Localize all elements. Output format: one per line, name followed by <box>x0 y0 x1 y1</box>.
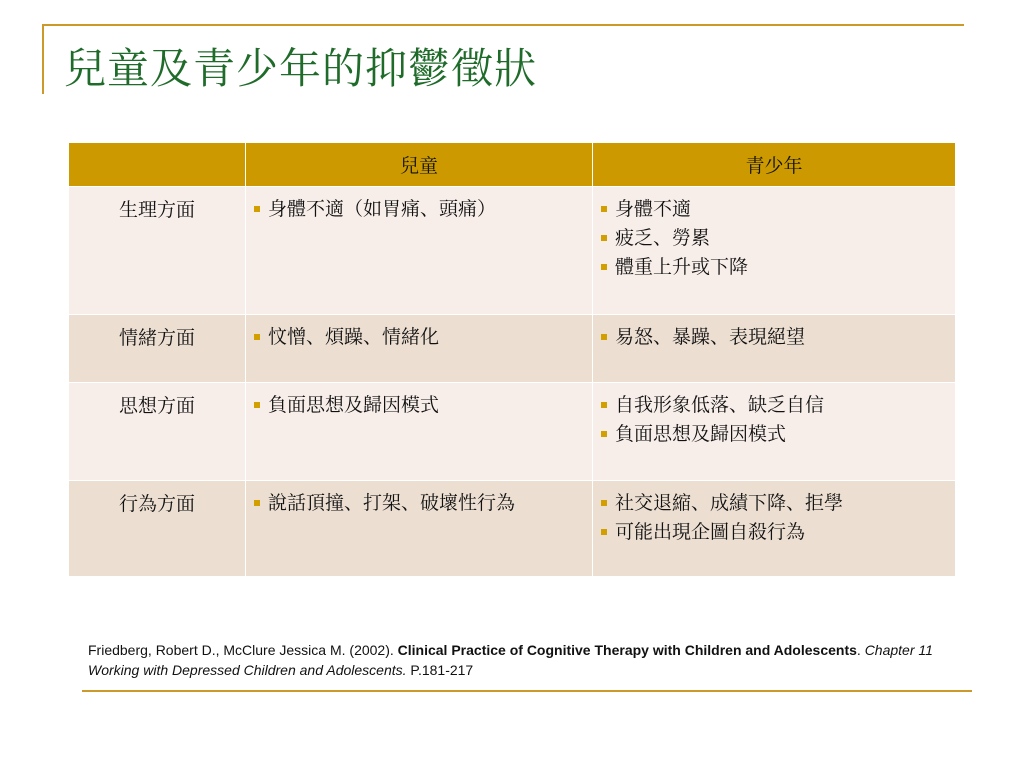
list-item: 體重上升或下降 <box>601 253 947 282</box>
citation-authors: Friedberg, Robert D., McClure Jessica M. (2002). <box>88 642 398 658</box>
list-item: 自我形象低落、缺乏自信 <box>601 391 947 420</box>
slide-title: 兒童及青少年的抑鬱徵狀 <box>64 44 538 93</box>
symptoms-table <box>68 142 956 577</box>
list-item: 疲乏、勞累 <box>601 224 947 253</box>
top-rule <box>42 24 964 26</box>
square-bullet-icon <box>601 264 607 270</box>
list-item: 易怒、暴躁、表現絕望 <box>601 323 947 352</box>
row-label: 行為方面 <box>69 481 246 577</box>
row-label: 生理方面 <box>69 187 246 315</box>
left-rule <box>42 24 44 94</box>
teens-cell <box>593 187 956 315</box>
list-item: 忟憎、煩躁、情緒化 <box>254 323 584 352</box>
list-item: 身體不適 <box>601 195 947 224</box>
bottom-rule <box>82 690 972 692</box>
list-item: 身體不適（如胃痛、頭痛） <box>254 195 584 224</box>
square-bullet-icon <box>601 431 607 437</box>
square-bullet-icon <box>601 235 607 241</box>
header-children: 兒童 <box>246 143 593 187</box>
square-bullet-icon <box>254 334 260 340</box>
square-bullet-icon <box>601 500 607 506</box>
header-teens: 青少年 <box>593 143 956 187</box>
citation-book-title: Clinical Practice of Cognitive Therapy with Children and Adolescents <box>397 642 857 658</box>
children-cell <box>246 481 593 577</box>
teens-cell <box>593 315 956 383</box>
square-bullet-icon <box>601 334 607 340</box>
list-item: 說話頂撞、打架、破壞性行為 <box>254 489 584 518</box>
children-cell <box>246 383 593 481</box>
teens-cell <box>593 481 956 577</box>
square-bullet-icon <box>601 206 607 212</box>
citation-chapter: Chapter 11 Working with Depressed Children and Adolescents. <box>88 642 933 678</box>
citation-pages: P.181-217 <box>406 662 474 678</box>
row-label: 思想方面 <box>69 383 246 481</box>
square-bullet-icon <box>254 500 260 506</box>
table-row <box>69 187 956 315</box>
children-cell <box>246 315 593 383</box>
citation-separator: . <box>856 642 865 658</box>
list-item: 負面思想及歸因模式 <box>254 391 584 420</box>
citation <box>88 640 938 680</box>
table-row <box>69 315 956 383</box>
teens-cell <box>593 383 956 481</box>
list-item: 社交退縮、成績下降、拒學 <box>601 489 947 518</box>
square-bullet-icon <box>601 402 607 408</box>
children-cell <box>246 187 593 315</box>
square-bullet-icon <box>254 206 260 212</box>
square-bullet-icon <box>601 529 607 535</box>
list-item: 可能出現企圖自殺行為 <box>601 518 947 547</box>
table-row <box>69 383 956 481</box>
header-empty <box>69 143 246 187</box>
list-item: 負面思想及歸因模式 <box>601 420 947 449</box>
row-label: 情緒方面 <box>69 315 246 383</box>
table-row <box>69 481 956 577</box>
table-header-row <box>69 143 956 187</box>
square-bullet-icon <box>254 402 260 408</box>
